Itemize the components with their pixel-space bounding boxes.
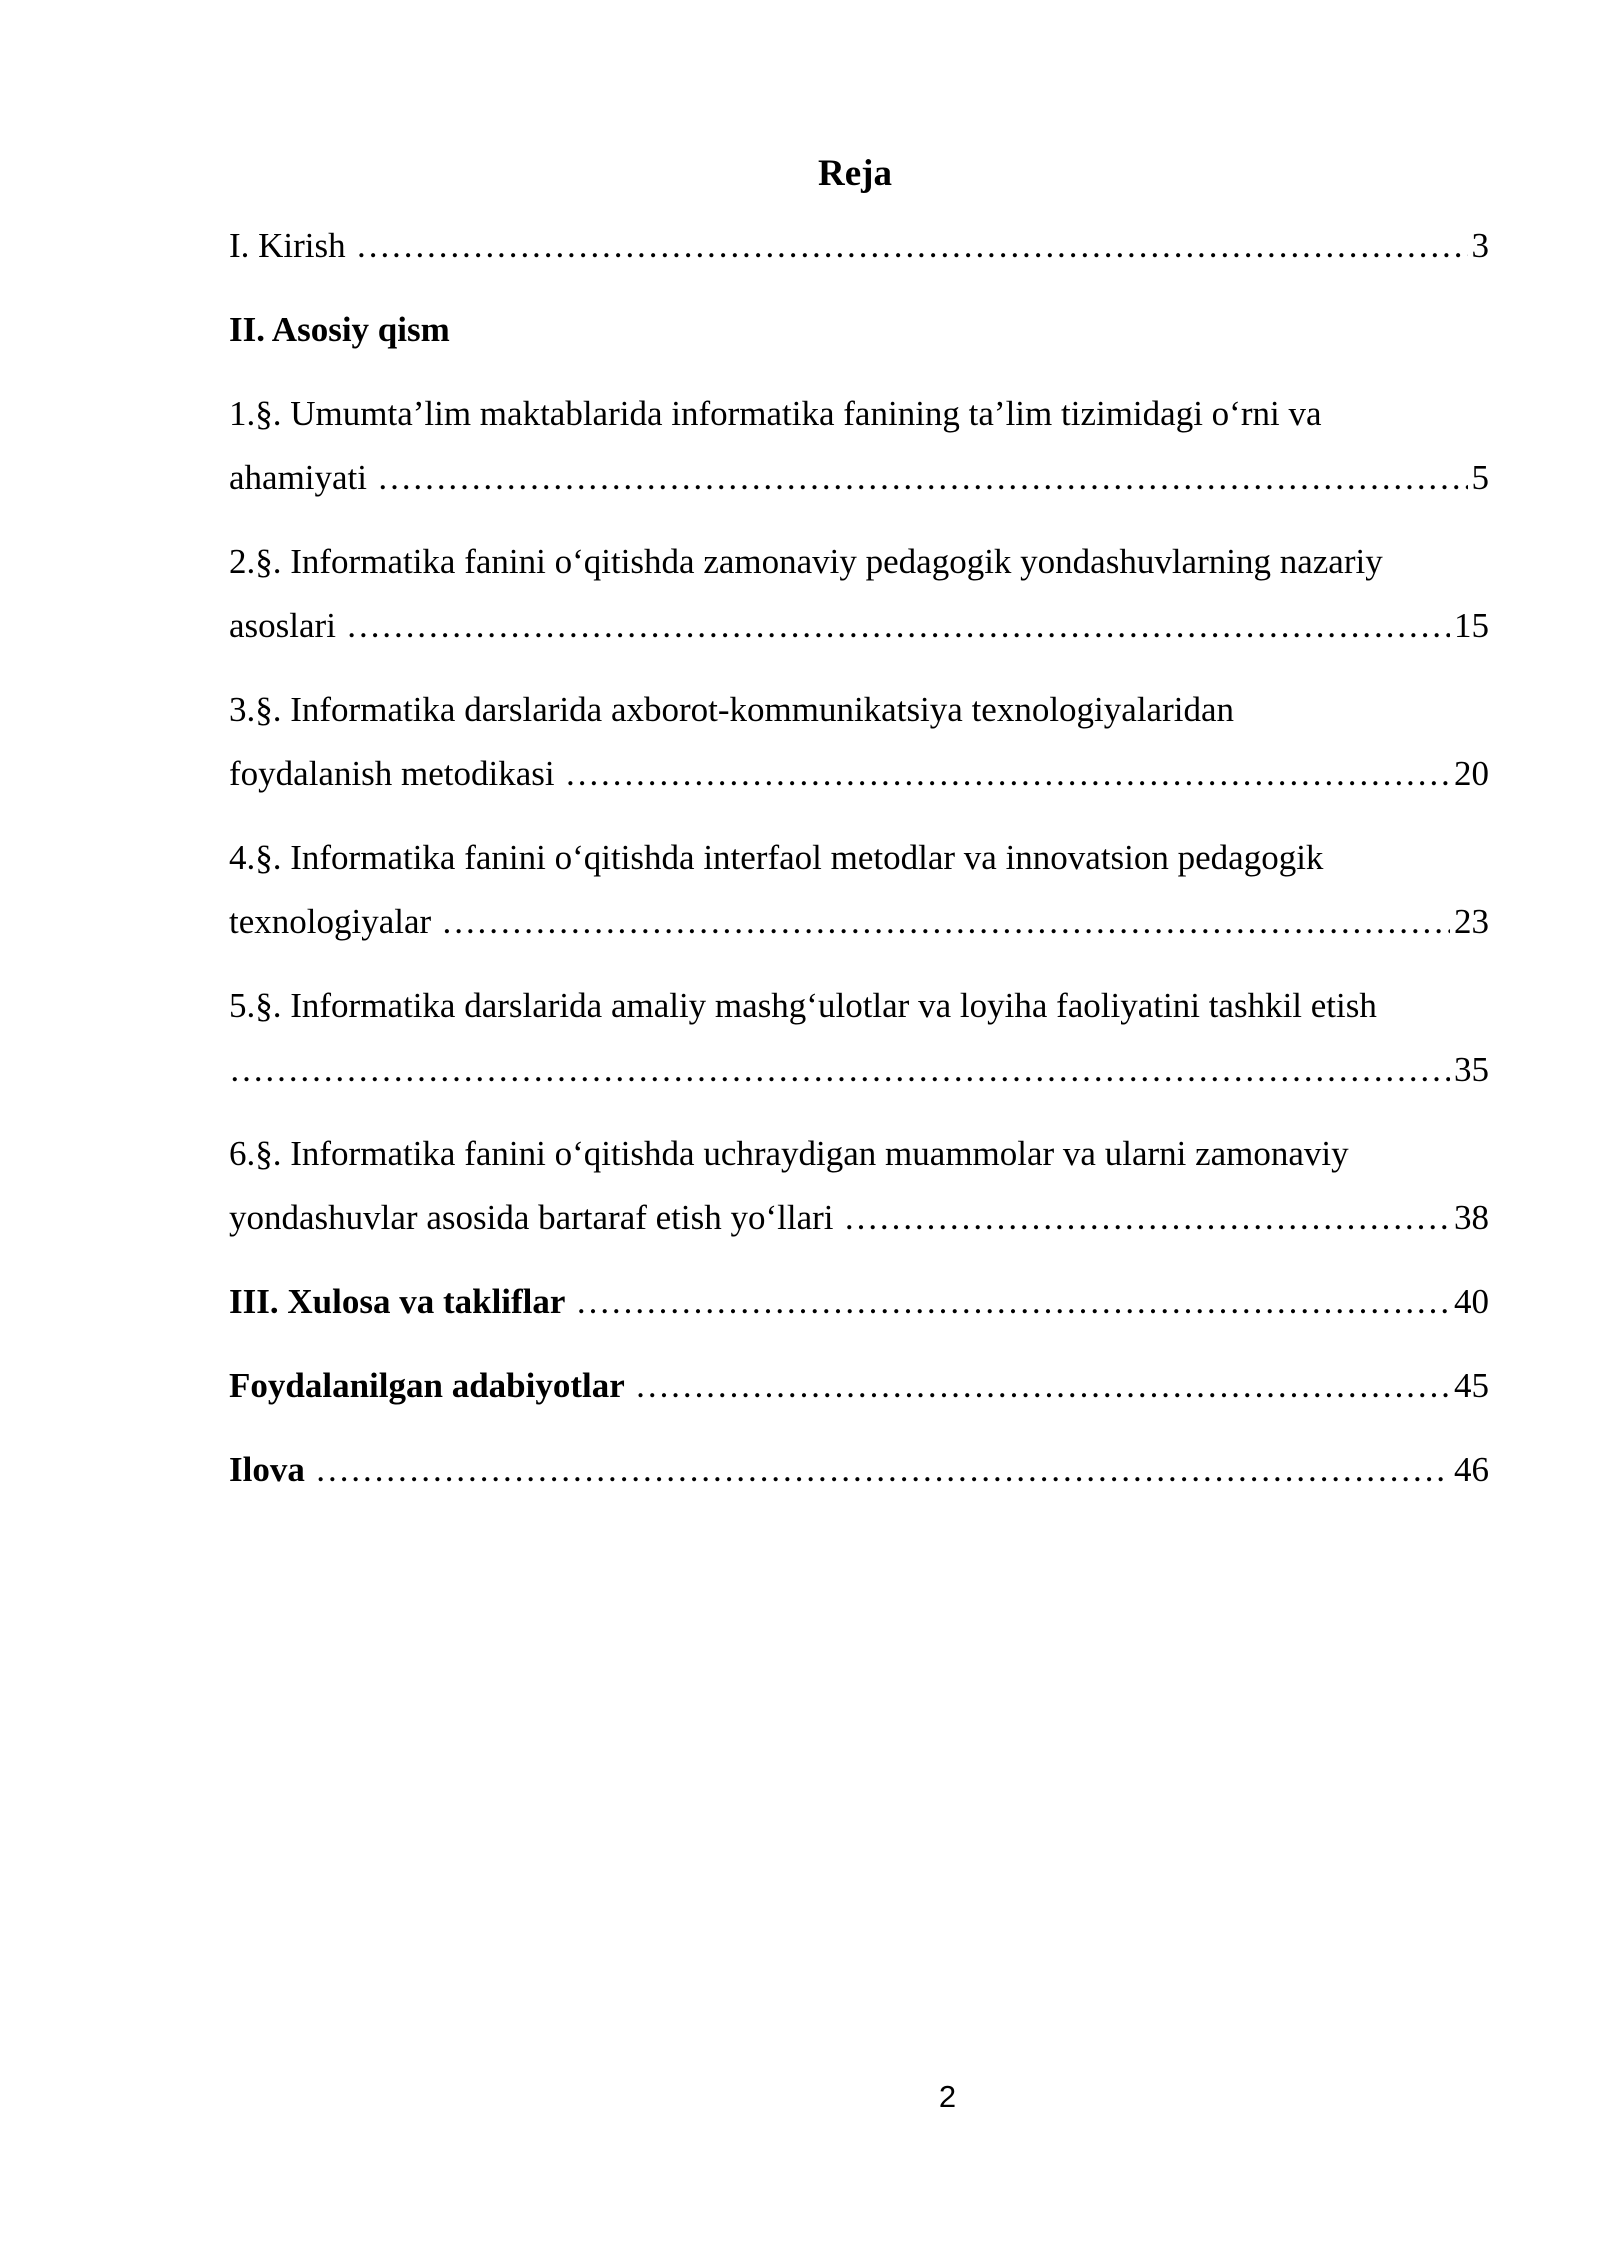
toc-page-number: 3 bbox=[1471, 226, 1489, 265]
dot-leader bbox=[635, 1354, 1450, 1418]
dot-leader bbox=[315, 1438, 1450, 1502]
toc-entry-kirish bbox=[229, 214, 1489, 278]
dot-leader bbox=[844, 1186, 1450, 1250]
toc-page-number: 20 bbox=[1454, 754, 1489, 793]
dot-leader bbox=[575, 1270, 1450, 1334]
toc-page-number: 23 bbox=[1454, 902, 1489, 941]
toc-page-number: 15 bbox=[1454, 606, 1489, 645]
dot-leader bbox=[377, 446, 1467, 510]
toc-entry-section-3 bbox=[229, 678, 1489, 806]
toc-page-number: 38 bbox=[1454, 1198, 1489, 1237]
toc-entry-text: III. Xulosa va takliflar bbox=[229, 1282, 566, 1321]
page-number: 2 bbox=[938, 2079, 957, 2114]
toc-entry-text-continued: foydalanish metodikasi bbox=[229, 754, 555, 793]
toc-entry-text: 1.§. Umumta’lim maktablarida informatika fanining ta’lim tizimidagi o‘rni va bbox=[229, 394, 1322, 433]
table-of-contents bbox=[229, 214, 1489, 1522]
toc-entry-text: 3.§. Informatika darslarida axborot-kommunikatsiya texnologiyalaridan bbox=[229, 690, 1234, 729]
toc-page-number: 46 bbox=[1454, 1450, 1489, 1489]
toc-entry-text: Ilova bbox=[229, 1450, 305, 1489]
dot-leader bbox=[441, 890, 1450, 954]
section-heading: II. Asosiy qism bbox=[229, 310, 450, 349]
toc-page-number: 40 bbox=[1454, 1282, 1489, 1321]
toc-entry-section-4 bbox=[229, 826, 1489, 954]
toc-entry-text-continued: ahamiyati bbox=[229, 458, 368, 497]
dot-leader bbox=[346, 594, 1450, 658]
toc-entry-text-continued: asoslari bbox=[229, 606, 336, 645]
toc-entry-section-2 bbox=[229, 530, 1489, 658]
dot-leader bbox=[565, 742, 1450, 806]
page-title: Reja bbox=[818, 153, 892, 194]
toc-page-number: 45 bbox=[1454, 1366, 1489, 1405]
toc-page-number: 35 bbox=[1454, 1050, 1489, 1089]
toc-entry-ilova bbox=[229, 1438, 1489, 1502]
toc-page-number: 5 bbox=[1471, 458, 1489, 497]
toc-entry-text: I. Kirish bbox=[229, 226, 346, 265]
toc-entry-text: Foydalanilgan adabiyotlar bbox=[229, 1366, 625, 1405]
toc-entry-text-continued: yondashuvlar asosida bartaraf etish yo‘llari bbox=[229, 1198, 834, 1237]
toc-entry-section-1 bbox=[229, 382, 1489, 510]
toc-entry-section-6 bbox=[229, 1122, 1489, 1250]
toc-entry-text: 5.§. Informatika darslarida amaliy mashg‘ulotlar va loyiha faoliyatini tashkil etish bbox=[229, 986, 1377, 1025]
toc-entry-text: 2.§. Informatika fanini o‘qitishda zamonaviy pedagogik yondashuvlarning nazariy bbox=[229, 542, 1383, 581]
dot-leader bbox=[229, 1038, 1450, 1102]
toc-entry-adabiyot bbox=[229, 1354, 1489, 1418]
toc-entry-text-continued: texnologiyalar bbox=[229, 902, 432, 941]
toc-entry-text: 6.§. Informatika fanini o‘qitishda uchraydigan muammolar va ularni zamonaviy bbox=[229, 1134, 1349, 1173]
toc-heading-asosiy bbox=[229, 298, 1489, 362]
dot-leader bbox=[356, 214, 1468, 278]
toc-entry-section-5 bbox=[229, 974, 1489, 1102]
toc-entry-text: 4.§. Informatika fanini o‘qitishda interfaol metodlar va innovatsion pedagogik bbox=[229, 838, 1324, 877]
toc-entry-xulosa bbox=[229, 1270, 1489, 1334]
